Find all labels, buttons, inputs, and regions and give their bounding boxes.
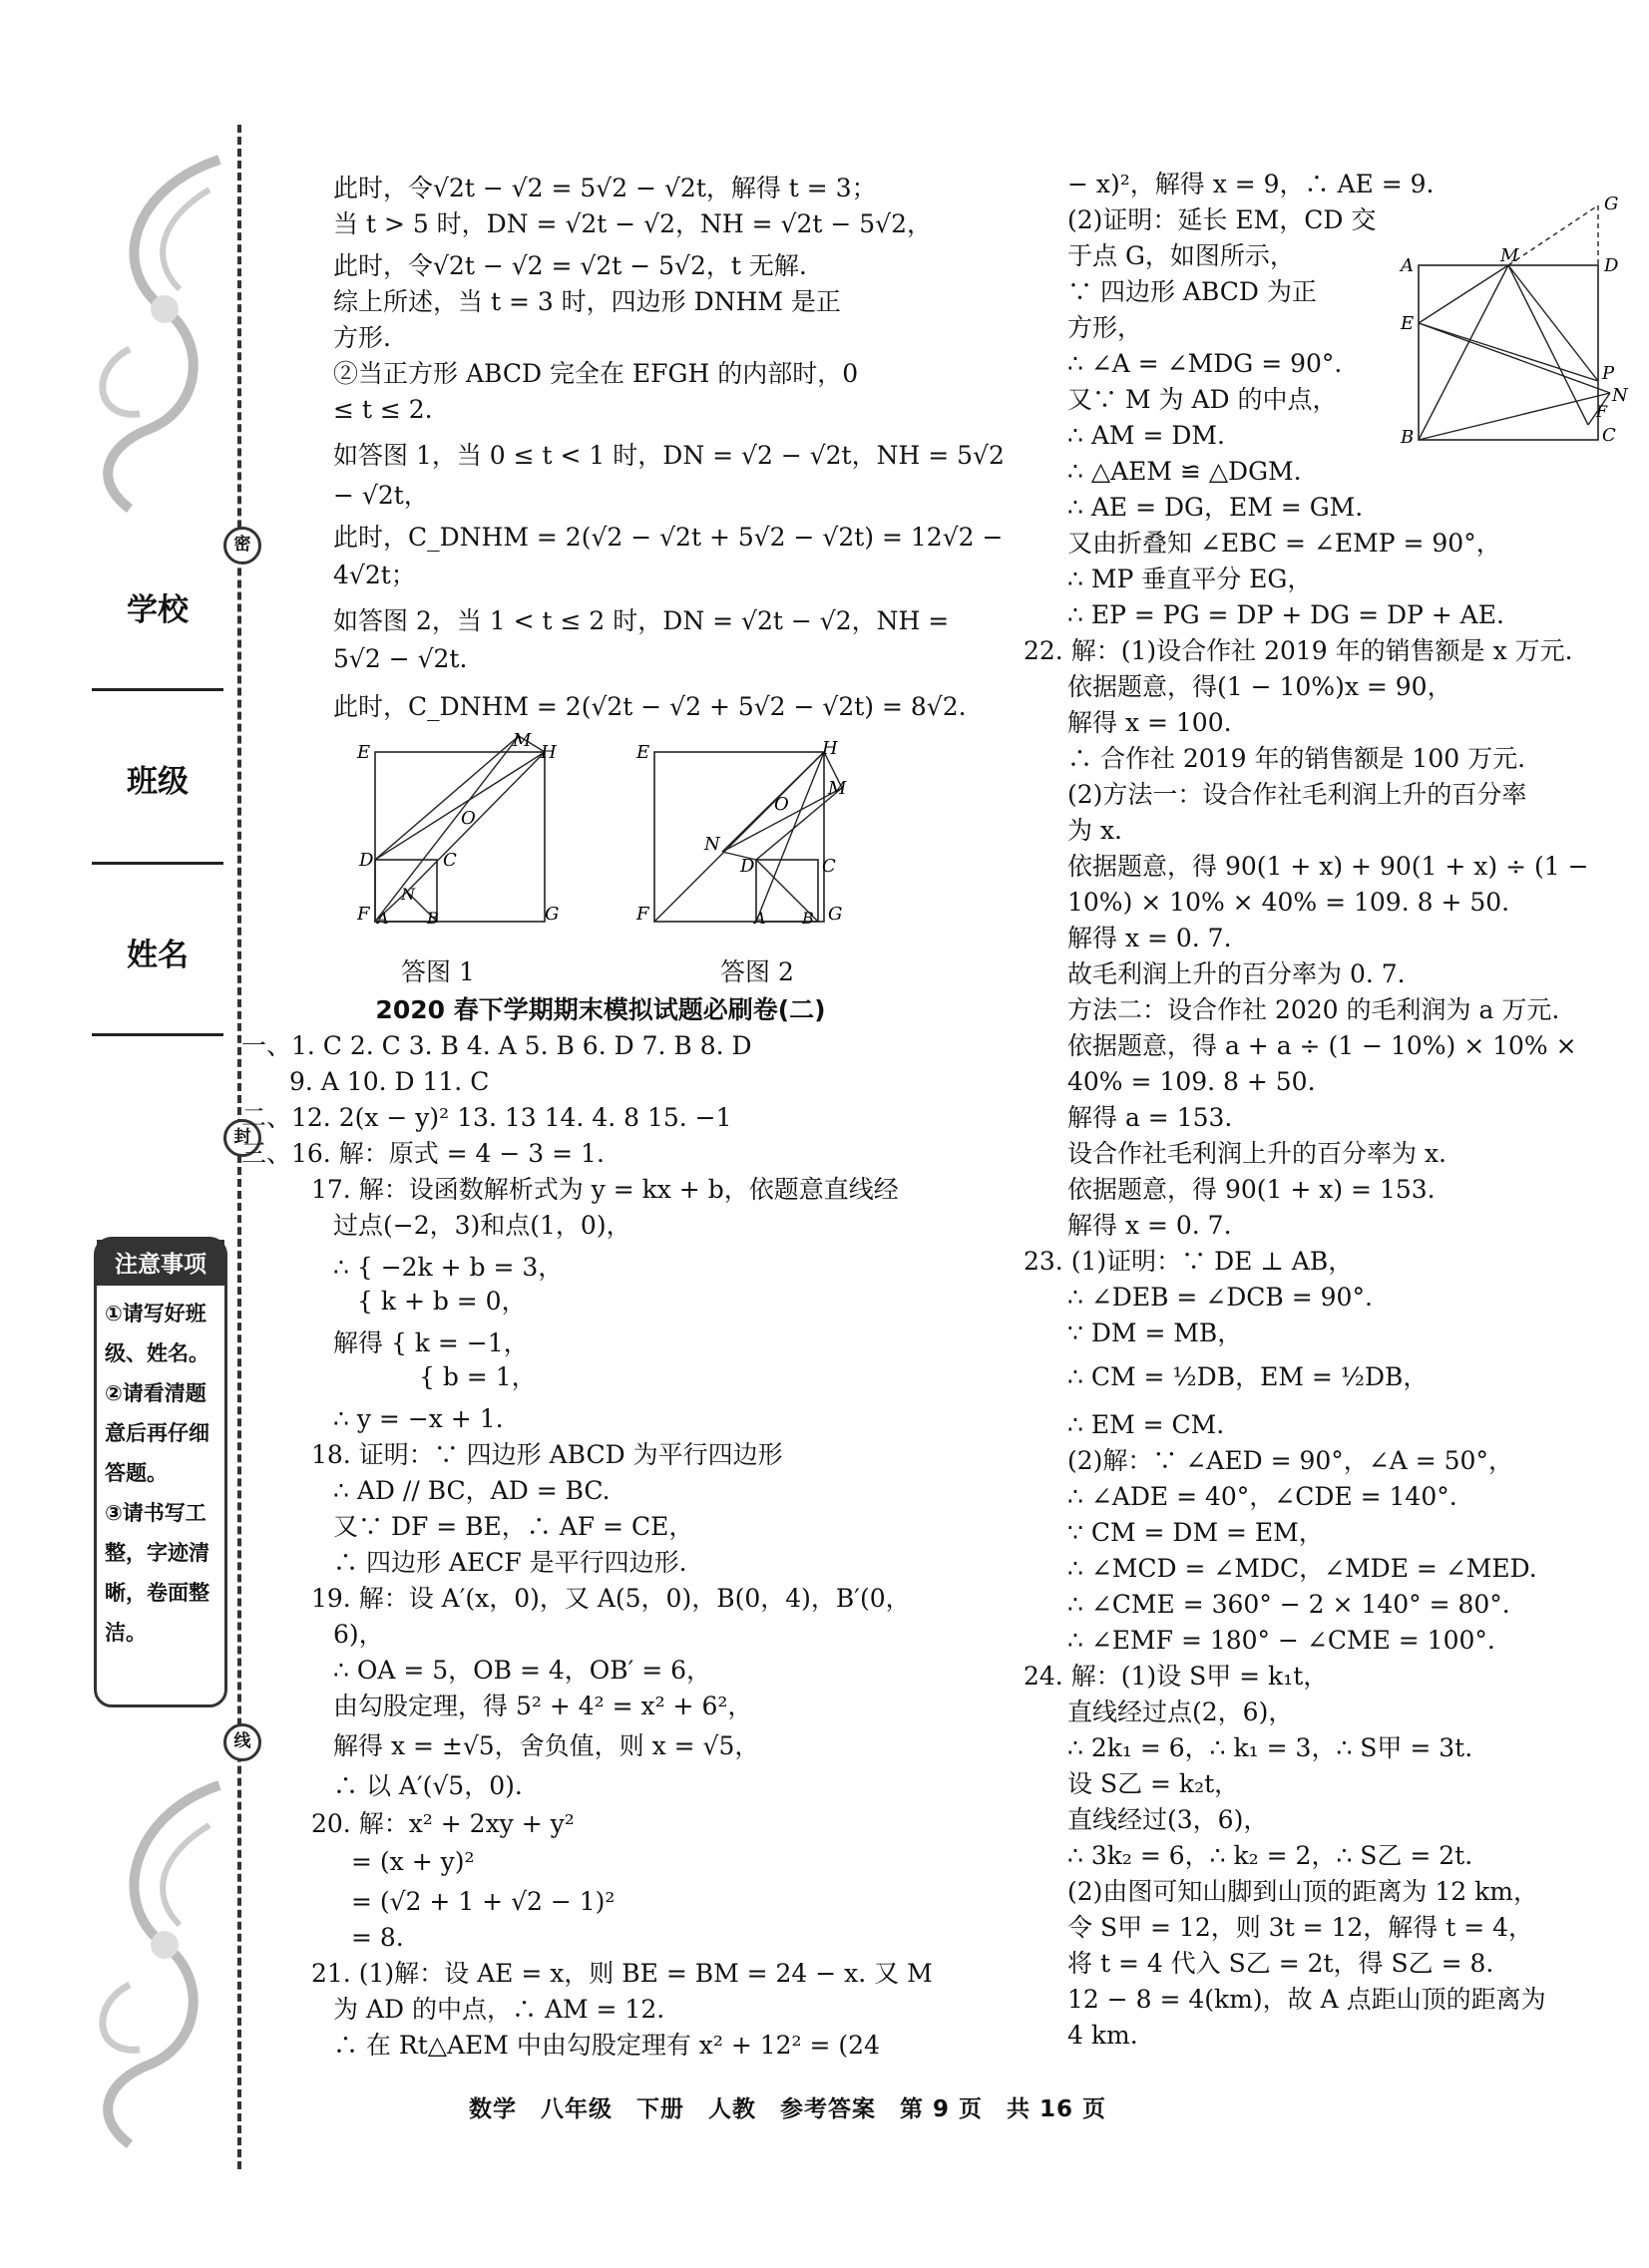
text-line: ∴ 合作社 2019 年的销售额是 100 万元. [1067, 744, 1526, 773]
answer-line: 17. 解：设函数解析式为 y = kx + b，依题意直线经 [311, 1175, 899, 1204]
fig-label: M [828, 778, 847, 799]
answer-line: 一、1. C 2. C 3. B 4. A 5. B 6. D 7. B 8. D [241, 1031, 752, 1060]
fig-label: H [822, 738, 838, 759]
fig-label: A [754, 909, 766, 928]
notice-line: 意后再仔细 [105, 1421, 209, 1445]
fig-label: C [443, 850, 457, 871]
fig-label: D [740, 856, 755, 877]
answer-line: { b = 1， [419, 1362, 537, 1391]
text-line: 依据题意，得 a + a ÷ (1 − 10%) × 10% × [1067, 1031, 1577, 1060]
answer-line: { k + b = 0， [357, 1287, 527, 1316]
fig-label: H [541, 742, 557, 763]
text-line: ②当正方形 ABCD 完全在 EFGH 的内部时，0 [333, 359, 859, 388]
answer-line: 二、12. 2(x − y)² 13. 13 14. 4. 8 15. −1 [241, 1103, 732, 1132]
name-line [92, 1033, 223, 1036]
text-line: ∴ △AEM ≌ △DGM. [1067, 457, 1302, 486]
answer-line: = (x + y)² [351, 1847, 475, 1876]
fig-label: C [1602, 425, 1616, 446]
text-line: ∴ MP 垂直平分 EG， [1067, 565, 1313, 593]
notice-line: 整，字迹清 [105, 1541, 209, 1565]
text-line: 解得 x = 0. 7. [1067, 924, 1232, 952]
text-line: 5√2 − √2t. [333, 644, 468, 673]
fig-label: F [636, 904, 649, 925]
answer-line: ∴ 在 Rt△AEM 中由勾股定理有 x² + 12² = (24 [333, 2031, 880, 2060]
answer-line: 解得 { k = −1， [333, 1328, 529, 1357]
answer-line: 过点(−2，3)和点(1，0)， [333, 1211, 631, 1240]
text-line: ∴ ∠EMF = 180° − ∠CME = 100°. [1067, 1626, 1495, 1655]
notice-line: 级、姓名。 [105, 1341, 209, 1365]
answer-line: 20. 解：x² + 2xy + y² [311, 1809, 575, 1838]
text-line: 10%) × 10% × 40% = 109. 8 + 50. [1067, 888, 1510, 917]
text-line: 将 t = 4 代入 S乙 = 2t，得 S乙 = 8. [1067, 1949, 1494, 1978]
answer-line: 18. 证明：∵ 四边形 ABCD 为平行四边形 [311, 1440, 783, 1469]
fig-label: M [1500, 245, 1519, 266]
figure-answer-2 [632, 732, 847, 928]
fig-label: G [545, 904, 560, 925]
text-line: ∵ CM = DM = EM， [1067, 1518, 1324, 1547]
text-line: 如答图 1，当 0 ≤ t < 1 时，DN = √2 − √2t，NH = 5√2 [333, 441, 1005, 470]
figure-caption: 答图 2 [720, 957, 794, 986]
fig-label: D [1604, 255, 1619, 276]
notice-body [97, 1286, 224, 1653]
answer-line: ∴ 以 A′(√5，0). [333, 1771, 523, 1800]
text-line: ∴ ∠MCD = ∠MDC，∠MDE = ∠MED. [1067, 1554, 1537, 1583]
text-line: 24. 解：(1)设 S甲 = k₁t， [1024, 1662, 1329, 1691]
text-line: ∴ ∠DEB = ∠DCB = 90°. [1067, 1283, 1373, 1312]
text-line: 4 km. [1067, 2021, 1138, 2050]
text-line: 依据题意，得 90(1 + x) + 90(1 + x) ÷ (1 − [1067, 852, 1589, 881]
text-line: ∴ ∠CME = 360° − 2 × 140° = 80°. [1067, 1590, 1510, 1619]
fig-label: M [513, 730, 532, 751]
fig-label: B [427, 909, 439, 928]
text-line: 于点 G，如图所示， [1067, 241, 1295, 270]
notice-line: ①请写好班 [105, 1302, 206, 1325]
text-line: ∵ 四边形 ABCD 为正 [1067, 277, 1317, 306]
fig-label: B [802, 909, 814, 928]
fig-label: F [1596, 402, 1608, 421]
text-line: ∴ ∠A = ∠MDG = 90°. [1067, 349, 1343, 378]
text-line: 此时，C_DNHM = 2(√2t − √2 + 5√2 − √2t) = 8√2. [333, 692, 967, 721]
class-line [92, 862, 223, 865]
answer-line: 又∵ DF = BE，∴ AF = CE， [333, 1512, 694, 1541]
fig-label: E [636, 742, 650, 763]
text-line: ∴ 2k₁ = 6，∴ k₁ = 3，∴ S甲 = 3t. [1067, 1733, 1473, 1762]
answer-line: ∴ OA = 5，OB = 4，OB′ = 6， [333, 1656, 712, 1685]
notice-line: 洁。 [105, 1621, 147, 1645]
text-line: 解得 a = 153. [1067, 1103, 1233, 1132]
text-line: 此时，令√2t − √2 = 5√2 − √2t，解得 t = 3； [333, 174, 877, 202]
fig-label: E [1401, 313, 1415, 334]
text-line: 方形. [333, 323, 391, 352]
text-line: 方法二：设合作社 2020 的毛利润为 a 万元. [1067, 995, 1560, 1024]
text-line: 又∵ M 为 AD 的中点， [1067, 385, 1338, 414]
text-line: 设合作社毛利润上升的百分率为 x. [1067, 1139, 1446, 1168]
answer-line: 三、16. 解：原式 = 4 − 3 = 1. [241, 1139, 605, 1168]
text-line: 40% = 109. 8 + 50. [1067, 1067, 1316, 1096]
fig-label: C [822, 856, 836, 877]
text-line: 依据题意，得(1 − 10%)x = 90， [1067, 672, 1452, 701]
text-line: 直线经过(3，6)， [1067, 1805, 1269, 1834]
text-line: 23. (1)证明：∵ DE ⊥ AB， [1024, 1247, 1354, 1276]
text-line: 当 t > 5 时，DN = √2t − √2，NH = √2t − 5√2， [333, 209, 932, 238]
text-line: 解得 x = 100. [1067, 708, 1232, 737]
section-title: 2020 春下学期期末模拟试题必刷卷(二) [375, 995, 826, 1024]
text-line: 又由折叠知 ∠EBC = ∠EMP = 90°， [1067, 529, 1501, 558]
text-line: ∵ DM = MB， [1067, 1319, 1243, 1347]
text-line: 解得 x = 0. 7. [1067, 1211, 1232, 1240]
text-line: 4√2t； [333, 561, 416, 589]
answer-line: ∴ y = −x + 1. [333, 1404, 504, 1433]
fig-label: O [461, 808, 476, 829]
fig-label: B [1401, 427, 1415, 448]
fig-label: G [828, 904, 843, 925]
answer-line: 6)， [333, 1620, 384, 1649]
text-line: 此时，令√2t − √2 = √2t − 5√2，t 无解. [333, 251, 807, 280]
text-line: ∴ ∠ADE = 40°，∠CDE = 140°. [1067, 1482, 1457, 1511]
binding-margin [0, 0, 249, 2268]
answer-line: ∴ AD // BC，AD = BC. [333, 1476, 611, 1505]
fig-label: N [1612, 385, 1628, 406]
school-line [92, 688, 223, 691]
school-label: 学校 [127, 592, 189, 628]
notice-title: 注意事项 [97, 1240, 224, 1286]
figure-answer-1 [353, 730, 560, 928]
text-line: ∴ AE = DG，EM = GM. [1067, 493, 1364, 522]
text-line: − √2t， [333, 481, 429, 510]
answer-line: 19. 解：设 A′(x，0)，又 A(5，0)，B(0，4)，B′(0， [311, 1584, 911, 1613]
fig-label: A [1401, 255, 1414, 276]
flourish-ornament-bottom [70, 1775, 239, 2154]
text-line: 依据题意，得 90(1 + x) = 153. [1067, 1175, 1436, 1204]
fig-label: F [357, 904, 370, 925]
page-footer: 数学 八年级 下册 人教 参考答案 第 9 页 共 16 页 [469, 2096, 1107, 2122]
text-line: 故毛利润上升的百分率为 0. 7. [1067, 959, 1406, 988]
answer-line: = 8. [351, 1923, 404, 1952]
flourish-ornament-top [70, 150, 239, 519]
fig-label: A [377, 909, 389, 928]
text-line: ∴ CM = ½DB，EM = ½DB， [1067, 1362, 1429, 1391]
answer-line: ∴ { −2k + b = 3， [333, 1253, 564, 1282]
answer-line: 为 AD 的中点，∴ AM = 12. [333, 1995, 665, 2024]
seal-mark: 密 [223, 527, 261, 565]
text-line: ∴ 3k₂ = 6，∴ k₂ = 2，∴ S乙 = 2t. [1067, 1841, 1473, 1870]
notice-line: ②请看清题 [105, 1381, 206, 1405]
text-line: ∴ EP = PG = DP + DG = DP + AE. [1067, 600, 1504, 629]
text-line: ∴ AM = DM. [1067, 421, 1225, 450]
figure-caption: 答图 1 [401, 957, 475, 986]
notice-line: 答题。 [105, 1461, 168, 1485]
text-line: 直线经过点(2，6)， [1067, 1698, 1294, 1726]
text-line: (2)方法一：设合作社毛利润上升的百分率 [1067, 780, 1527, 809]
text-line: 设 S乙 = k₂t， [1067, 1769, 1240, 1798]
answer-line: 解得 x = ±√5，舍负值，则 x = √5， [333, 1731, 760, 1760]
text-line: 综上所述，当 t = 3 时，四边形 DNHM 是正 [333, 287, 841, 316]
fig-label: D [359, 850, 374, 871]
answer-line: = (√2 + 1 + √2 − 1)² [351, 1887, 616, 1916]
text-line: ∴ EM = CM. [1067, 1410, 1225, 1439]
fig-label: O [774, 794, 789, 815]
fig-label: G [1604, 193, 1619, 214]
text-line: (2)证明：延长 EM，CD 交 [1067, 205, 1377, 234]
text-line: (2)由图可知山脚到山顶的距离为 12 km， [1067, 1877, 1538, 1906]
name-label: 姓名 [127, 938, 189, 973]
fig-label: N [704, 834, 720, 855]
text-line: 方形， [1067, 313, 1143, 342]
fig-label: P [1602, 363, 1615, 384]
text-line: (2)解：∵ ∠AED = 90°，∠A = 50°， [1067, 1446, 1513, 1475]
text-line: 如答图 2，当 1 < t ≤ 2 时，DN = √2t − √2，NH = [333, 606, 950, 635]
text-line: 此时，C_DNHM = 2(√2 − √2t + 5√2 − √2t) = 12√2 − [333, 523, 1004, 552]
answer-line: ∴ 四边形 AECF 是平行四边形. [333, 1548, 687, 1577]
notice-box [94, 1237, 227, 1707]
notice-line: 晰，卷面整 [105, 1581, 209, 1605]
seal-mark: 封 [223, 1119, 261, 1157]
seal-mark: 线 [223, 1723, 261, 1761]
figure-square-fold [1399, 193, 1628, 448]
answer-line: 21. (1)解：设 AE = x，则 BE = BM = 24 − x. 又 M [311, 1959, 933, 1988]
text-line: 为 x. [1067, 816, 1122, 845]
text-line: ≤ t ≤ 2. [333, 395, 433, 424]
fig-label: N [401, 885, 415, 904]
text-line: − x)²，解得 x = 9，∴ AE = 9. [1067, 170, 1435, 198]
answer-line: 由勾股定理，得 5² + 4² = x² + 6²， [333, 1692, 753, 1720]
text-line: 令 S甲 = 12，则 3t = 12，解得 t = 4， [1067, 1913, 1534, 1942]
answer-line: 9. A 10. D 11. C [289, 1067, 490, 1096]
text-line: 22. 解：(1)设合作社 2019 年的销售额是 x 万元. [1024, 636, 1573, 665]
notice-line: ③请书写工 [105, 1501, 206, 1525]
text-line: 12 − 8 = 4(km)，故 A 点距山顶的距离为 [1067, 1985, 1546, 2014]
fig-label: E [357, 742, 371, 763]
class-label: 班级 [127, 764, 189, 800]
